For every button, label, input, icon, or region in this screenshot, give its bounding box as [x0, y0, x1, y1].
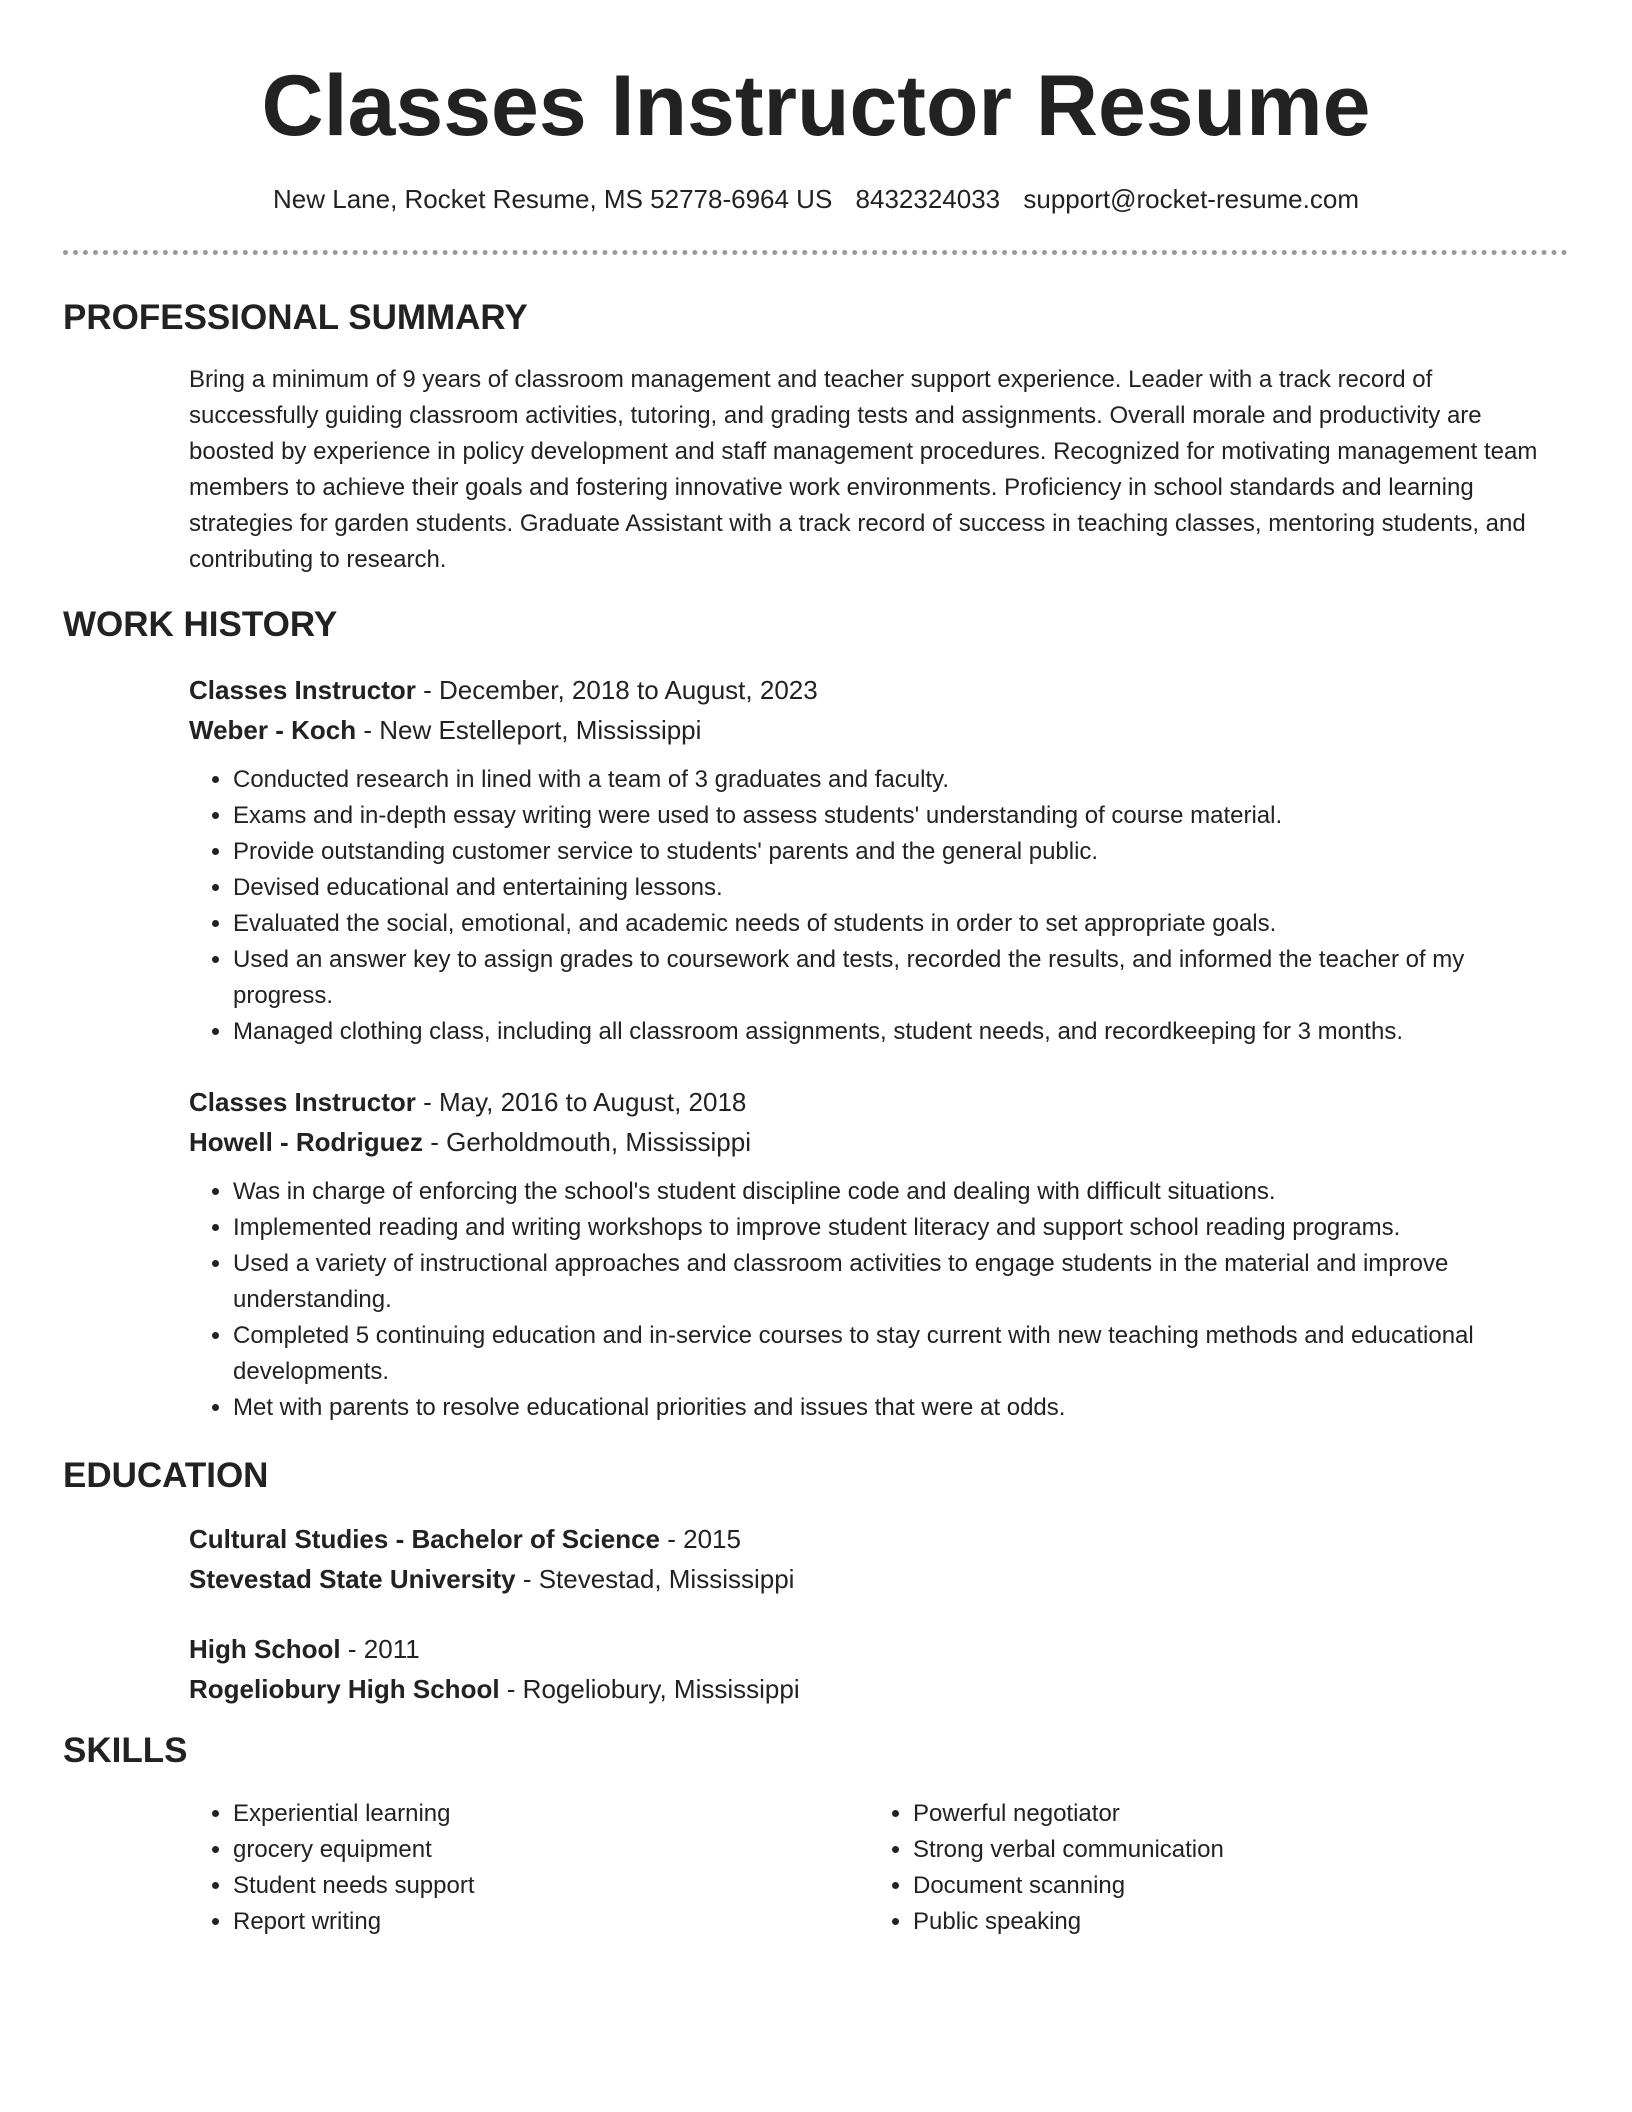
job-company: Weber - Koch: [189, 715, 357, 745]
education-year: - 2011: [340, 1634, 420, 1664]
job-location: - New Estelleport, Mississippi: [356, 715, 702, 745]
contact-email: support@rocket-resume.com: [1023, 184, 1359, 214]
education-year: - 2015: [660, 1524, 741, 1554]
skill-item: • Report writing: [233, 1904, 809, 1940]
job-company-line: [189, 710, 1549, 750]
job-title-line: [189, 670, 1549, 710]
contact-line: [0, 182, 1632, 216]
skills-heading: SKILLS: [63, 1731, 188, 1770]
skills-column-right: [869, 1796, 1489, 1940]
contact-address: New Lane, Rocket Resume, MS 52778-6964 US: [273, 184, 833, 214]
summary-heading: PROFESSIONAL SUMMARY: [63, 298, 528, 337]
job-bullet: • Devised educational and entertaining lessons.: [233, 870, 1549, 906]
skill-item: • grocery equipment: [233, 1832, 809, 1868]
education-location: - Rogeliobury, Mississippi: [499, 1674, 800, 1704]
skills-column-left: [189, 1796, 809, 1940]
job-bullet: • Managed clothing class, including all classroom assignments, student needs, and recordkeeping for 3 months.: [233, 1014, 1549, 1050]
education-degree-line: [189, 1629, 1549, 1669]
education-school-line: [189, 1669, 1549, 1709]
skill-item: • Document scanning: [913, 1868, 1489, 1904]
job-entry: [189, 670, 1549, 1050]
job-dates: - December, 2018 to August, 2023: [415, 675, 818, 705]
education-location: - Stevestad, Mississippi: [515, 1564, 795, 1594]
job-bullets: [189, 1174, 1549, 1426]
job-company: Howell - Rodriguez: [189, 1127, 423, 1157]
education-school: Stevestad State University: [189, 1564, 516, 1594]
contact-phone: 8432324033: [855, 184, 1001, 214]
job-bullet: • Completed 5 continuing education and in-service courses to stay current with new teaching methods and educational developments.: [233, 1318, 1549, 1390]
job-entry: [189, 1082, 1549, 1426]
education-degree-line: [189, 1519, 1549, 1559]
education-entry: [189, 1629, 1549, 1709]
education-heading: EDUCATION: [63, 1456, 269, 1495]
job-bullet: • Used an answer key to assign grades to coursework and tests, recorded the results, and informed the teacher of my progress.: [233, 942, 1549, 1014]
job-dates: - May, 2016 to August, 2018: [415, 1087, 747, 1117]
summary-text: Bring a minimum of 9 years of classroom management and teacher support experience. Leader with a track record of successfully guiding classroom activities, tutoring, and grading tests and assignments. Overall morale and productivity are boosted by experience in policy development and staff management procedures. Recognized for motivating management team members to achieve their goals and fostering innovative work environments. Proficiency in school standards and learning strategies for garden students. Graduate Assistant with a track record of success in teaching classes, mentoring students, and contributing to research.: [189, 366, 1538, 573]
job-bullet: • Exams and in-depth essay writing were used to assess students' understanding of course material.: [233, 798, 1549, 834]
job-company-line: [189, 1122, 1549, 1162]
skill-item: • Public speaking: [913, 1904, 1489, 1940]
job-location: - Gerholdmouth, Mississippi: [423, 1127, 751, 1157]
job-bullet: • Implemented reading and writing workshops to improve student literacy and support school reading programs.: [233, 1210, 1549, 1246]
education-school: Rogeliobury High School: [189, 1674, 500, 1704]
education-entry: [189, 1519, 1549, 1599]
work-heading: WORK HISTORY: [63, 605, 338, 644]
resume-title: Classes Instructor Resume: [261, 58, 1371, 154]
skill-item: • Experiential learning: [233, 1796, 809, 1832]
job-bullet: • Conducted research in lined with a team of 3 graduates and faculty.: [233, 762, 1549, 798]
summary-block: [189, 362, 1549, 578]
job-title: Classes Instructor: [189, 1087, 416, 1117]
skill-item: • Student needs support: [233, 1868, 809, 1904]
job-bullets: [189, 762, 1549, 1050]
job-bullet: • Was in charge of enforcing the school's student discipline code and dealing with difficult situations.: [233, 1174, 1549, 1210]
skills-list: [189, 1796, 809, 1940]
education-degree: High School: [189, 1634, 341, 1664]
skills-list: [869, 1796, 1489, 1940]
skill-item: • Strong verbal communication: [913, 1832, 1489, 1868]
job-bullet: • Evaluated the social, emotional, and academic needs of students in order to set appropriate goals.: [233, 906, 1549, 942]
skill-item: • Powerful negotiator: [913, 1796, 1489, 1832]
job-bullet: • Provide outstanding customer service to students' parents and the general public.: [233, 834, 1549, 870]
education-degree: Cultural Studies - Bachelor of Science: [189, 1524, 660, 1554]
education-school-line: [189, 1559, 1549, 1599]
job-title: Classes Instructor: [189, 675, 416, 705]
job-bullet: • Used a variety of instructional approaches and classroom activities to engage students in the material and improve understanding.: [233, 1246, 1549, 1318]
header-divider: [63, 250, 1568, 255]
job-title-line: [189, 1082, 1549, 1122]
job-bullet: • Met with parents to resolve educational priorities and issues that were at odds.: [233, 1390, 1549, 1426]
